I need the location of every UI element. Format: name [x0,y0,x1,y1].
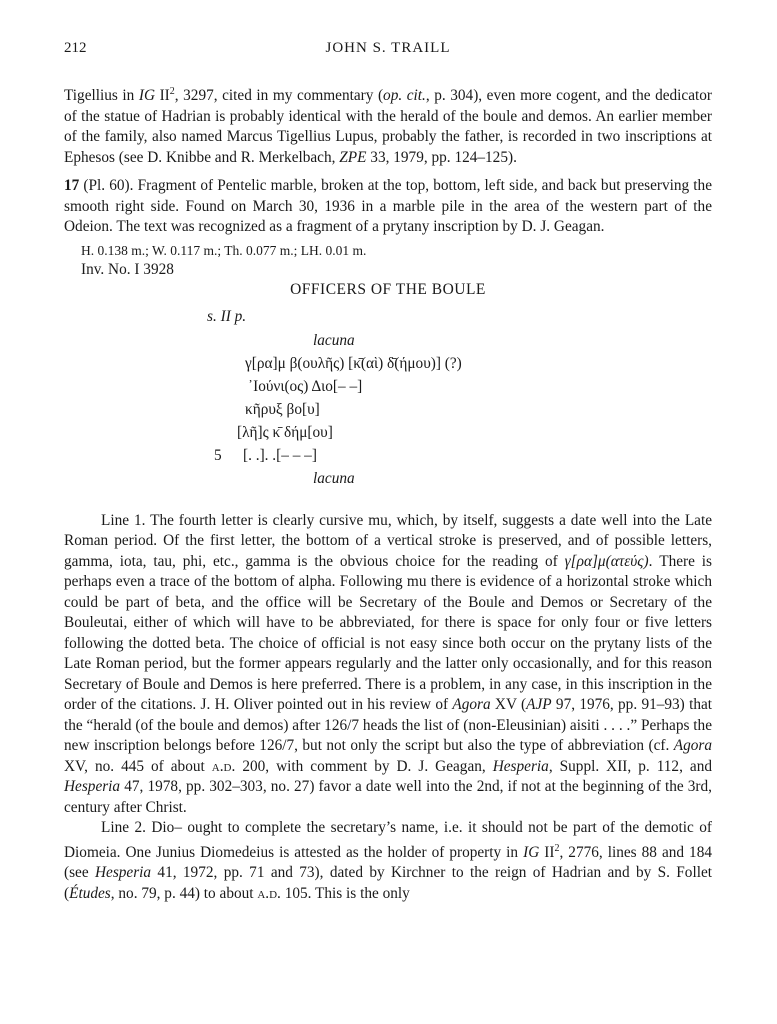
paragraph-continuation: Tigellius in IG $II^2$, 3297, cited in my commentary (op. cit., p. 304), even more cogent, and the dedicator of the statue of Hadrian is probably identical with the herald of the boule and demos. An earlier member of the family, also named Marcus Tigellius Lupus, probably the father, is recorded in two inscriptions at Ephesos (see D. Knibbe and R. Merkelbach, ZPE 33, 1979, pp. 124–125). [64,86,713,166]
inscription-line-4: [λῆ]ς κ̄ δήμ[ου] [237,423,333,441]
inscription-heading: OFFICERS OF THE BOULE [290,280,486,298]
running-head-author: JOHN S. TRAILL [325,40,451,56]
inscription-line-5: [. .]. .[– – –] [243,446,317,464]
inscription-line-3: κῆρυξ βο[υ] [245,400,320,418]
lacuna-top: lacuna [313,331,355,349]
paragraph-entry-17: 17 (Pl. 60). Fragment of Pentelic marble, broken at the top, bottom, left side, and back but preserving the smooth right side. Found on March 30, 1936 in a marble pile in the area of the western part of the Odeion. The text was recognized as a fragment of a prytany inscription by D. J. Geagan. [64,177,712,236]
inscription-line-2: ᾿Ιούνι(ος) Διο[– –] [248,377,363,395]
entry-number: 17 [64,177,80,195]
page-number: 212 [64,40,87,56]
inscription-line-1: γ[ρα]μ β(ουλῆς) [κ̄(αὶ) δ̄(ήμου)] (?) [245,354,462,372]
inscription-text [64,301,712,489]
dimensions: H. 0.138 m.; W. 0.117 m.; Th. 0.077 m.; LH. 0.01 m. [81,242,367,258]
inscription-date: s. II p. [207,307,247,325]
inscription-line-number-5: 5 [214,446,222,464]
page [64,40,712,904]
lacuna-bottom: lacuna [313,469,355,487]
inventory-number: Inv. No. I 3928 [81,260,174,278]
paragraph-commentary-line-1: Line 1. The fourth letter is clearly cursive mu, which, by itself, suggests a date well into the Late Roman period. Of the first letter, the bottom of a vertical stroke is preserved, and of possible letters, gamma, iota, tau, phi, etc., gamma is the obvious choice for the reading of γ[ρα]μ(ατεύς). There is perhaps even a trace of the bottom of alpha. Following mu there is evidence of a horizontal stroke which could be part of beta, and the office will be Secretary of the Boule and Demos or Secretary of the Bouleutai, either of which will have to be abbreviated, for there is space for only four or five letters following the dotted beta. The choice of official is not easy since both occur on the prytany lists of the Late Roman period, but the former appears regularly and the latter only occasionally, and for this reason Secretary of Boule and Demos is here preferred. There is a problem, in any case, in this inscription in the order of the citations. J. H. Oliver pointed out in his review of Agora XV (AJP 97, 1976, pp. 91–93) that the “herald (of the boule and demos) after 126/7 heads the list of (non-Eleusinian) aisiti . . . .” Perhaps the new inscription belongs before 126/7, but not only the script but also the type of abbreviation (cf. Agora XV, no. 445 of about a.d. 200, with comment by D. J. Geagan, Hesperia, Suppl. XII, p. 112, and Hesperia 47, 1978, pp. 302–303, no. 27) favor a date well into the 2nd, if not at the beginning of the 3rd, century after Christ. [64,511,713,816]
running-head [64,40,712,62]
paragraph-commentary-line-2: Line 2. Dio– ought to complete the secretary’s name, i.e. it should not be part of the demotic of Diomeia. One Junius Diomedeius is attested as the holder of property in IG $II^2$, 2776, lines 88 and 184 (see Hesperia 41, 1972, pp. 71 and 73), dated by Kirchner to the reign of Hadrian and by S. Follet (Études, no. 79, p. 44) to about a.d. 105. This is the only [64,819,713,902]
